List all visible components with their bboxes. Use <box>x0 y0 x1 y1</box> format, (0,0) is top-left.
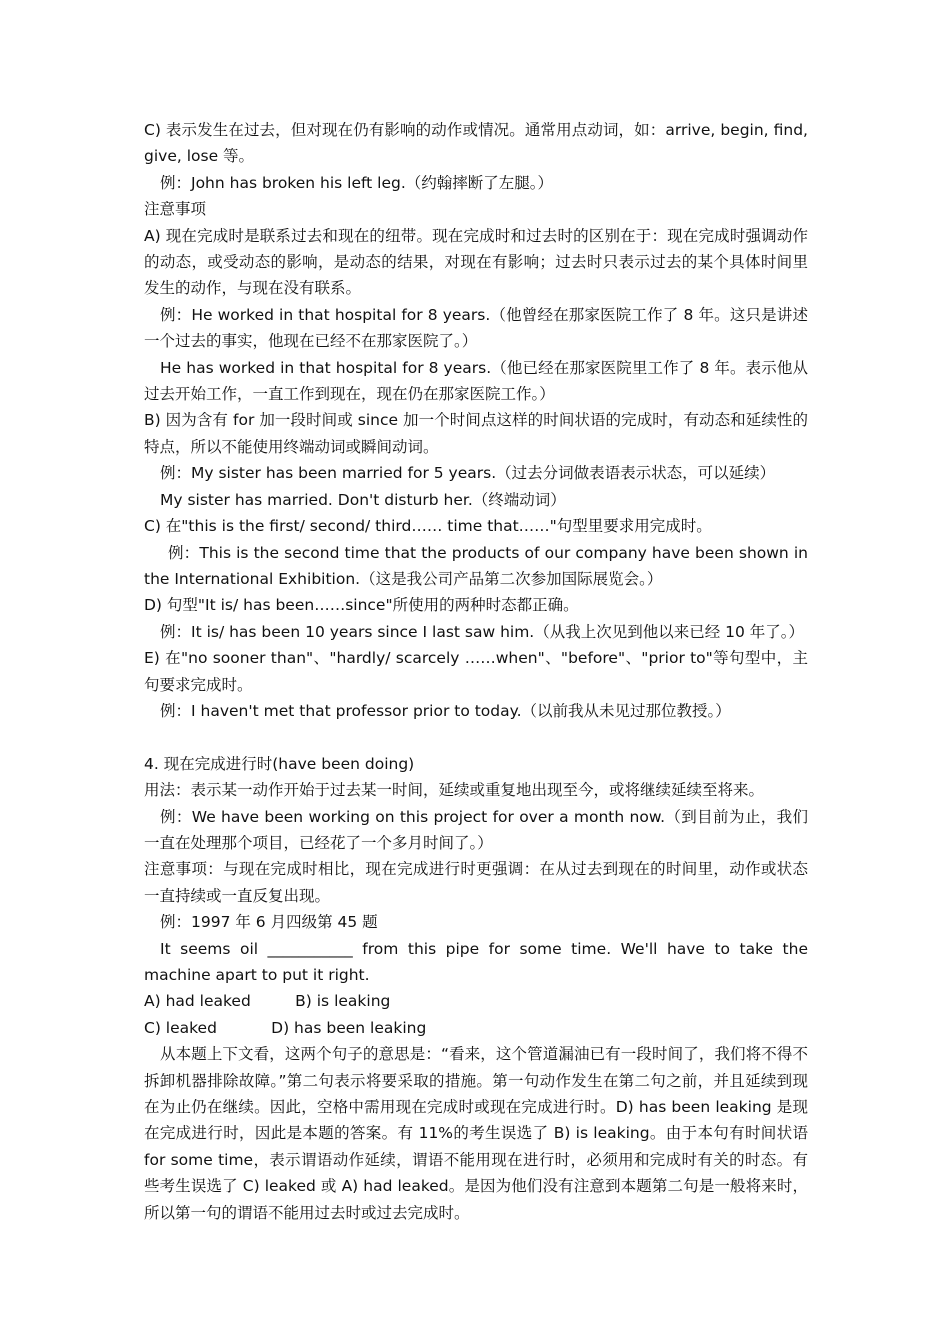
example-married-5-years: 例：My sister has been married for 5 years.（过去分词做表语表示状态，可以延续） <box>160 464 776 483</box>
paragraph-c-note: C) 在"this is the first/ second/ third…… time that……"句型里要求用完成时。 <box>144 517 712 536</box>
example-exam-question-label: 例：1997 年 6 月四级第 45 题 <box>160 913 378 932</box>
document-page <box>144 117 808 1226</box>
exam-question-stem: It seems oil ___________ from this pipe for some time. We'll have to take the machine apart to put it right. <box>144 939 808 984</box>
section-heading-4: 4. 现在完成进行时(have been doing) <box>144 754 415 773</box>
paragraph-b-note: B) 因为含有 for 加一段时间或 since 加一个时间点这样的时间状语的完成时，有动态和延续性的特点，所以不能使用终端动词或瞬间动词。 <box>144 411 808 456</box>
blank-line <box>144 724 808 750</box>
exam-options-row-1: A) had leaked B) is leaking <box>144 992 391 1011</box>
exam-options-row-2: C) leaked D) has been leaking <box>144 1018 427 1037</box>
example-worked: 例：He worked in that hospital for 8 years.（他曾经在那家医院工作了 8 年。这只是讲述一个过去的事实，他现在已经不在那家医院了。） <box>144 305 808 351</box>
example-working-on-project: 例：We have been working on this project for over a month now.（到目前为止，我们一直在处理那个项目，已经花了一个多月时间了。） <box>144 807 808 852</box>
heading-notes: 注意事项 <box>144 200 207 219</box>
example-john: 例：John has broken his left leg.（约翰摔断了左腿。） <box>160 173 554 192</box>
paragraph-e-note: E) 在"no sooner than"、"hardly/ scarcely ……when"、"before"、"prior to"等句型中，主句要求完成时。 <box>144 649 808 694</box>
example-has-married: My sister has married. Don't disturb her.（终端动词） <box>160 490 566 509</box>
paragraph-d-note: D) 句型"It is/ has been……since"所使用的两种时态都正确。 <box>144 596 579 615</box>
paragraph-usage: 用法：表示某一动作开始于过去某一时间，延续或重复地出现至今，或将继续延续至将来。 <box>144 781 765 800</box>
example-10-years: 例：It is/ has been 10 years since I last saw him.（从我上次见到他以来已经 10 年了。） <box>160 622 805 641</box>
paragraph-c-usage: C) 表示发生在过去，但对现在仍有影响的动作或情况。通常用点动词，如：arrive, begin, find, give, lose 等。 <box>144 121 808 166</box>
paragraph-notes: 注意事项：与现在完成时相比，现在完成进行时更强调：在从过去到现在的时间里，动作或状态一直持续或一直反复出现。 <box>144 860 808 905</box>
example-second-time: 例：This is the second time that the products of our company have been shown in the International Exhibition.（这是我公司产品第二次参加国际展览会。） <box>144 543 808 588</box>
exam-explanation: 从本题上下文看，这两个句子的意思是：“看来，这个管道漏油已有一段时间了，我们将不得不拆卸机器排除故障。”第二句表示将要采取的措施。第一句动作发生在第二句之前，并且延续到现在为止仍在继续。因此，空格中需用现在完成时或现在完成进行时。D) has been leaking 是现在完成进行时，因此是本题的答案。有 11%的考生误选了 B) is leaking。由于本句有时间状语 for some time，表示谓语动作延续，谓语不能用现在进行时，必须用和完成时有关的时态。有些考生误选了 C) leaked 或 A) had leaked。是因为他们没有注意到本题第二句是一般将来时，所以第一句的谓语不能用过去时或过去完成时。 <box>144 1045 808 1222</box>
example-has-worked: He has worked in that hospital for 8 years.（他已经在那家医院里工作了 8 年。表示他从过去开始工作，一直工作到现在，现在仍在那家医院工作。） <box>144 358 808 404</box>
paragraph-a-note: A) 现在完成时是联系过去和现在的纽带。现在完成时和过去时的区别在于：现在完成时强调动作的动态，或受动态的影响，是动态的结果，对现在有影响；过去时只表示过去的某个具体时间里发生的动作，与现在没有联系。 <box>144 226 808 298</box>
example-prior-to: 例：I haven't met that professor prior to today.（以前我从未见过那位教授。） <box>160 701 731 720</box>
